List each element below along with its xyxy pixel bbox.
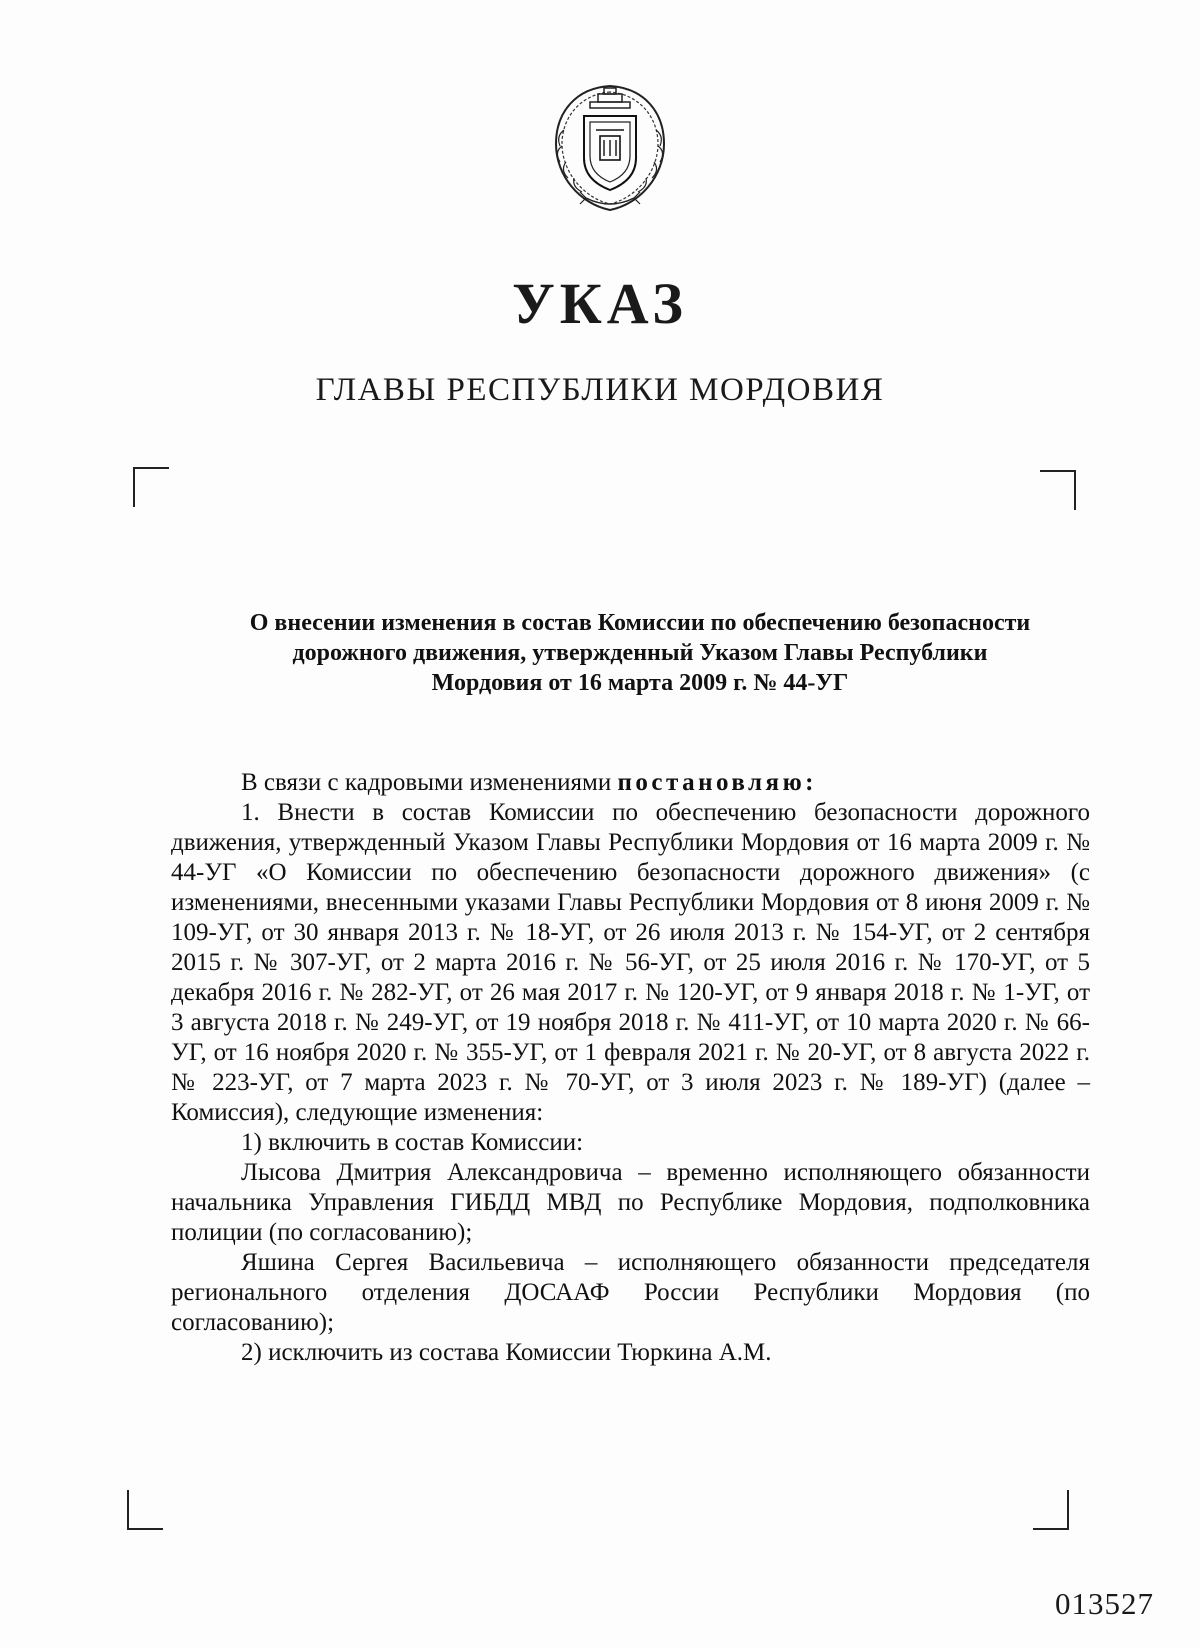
preamble-emphasis: постановляю: <box>617 769 818 796</box>
document-number: 013527 <box>1055 1586 1154 1621</box>
preamble <box>171 768 1090 798</box>
subject-line: дорожного движения, утвержденный Указом Главы Республики <box>292 640 988 666</box>
paragraph: Лысова Дмитрия Александровича – временно исполняющего обязанности начальника Управления ГИБДД МВД по Республике Мордовия, подполковника полиции (по согласованию); <box>171 1159 1090 1246</box>
paragraph: 1. Внести в состав Комиссии по обеспечению безопасности дорожного движения, утвержденный Указом Главы Республики Мордовия от 16 марта 2009 г. № 44-УГ «О Комиссии по обеспечению безопасности дорожного движения» (с изменениями, внесенными указами Главы Республики Мордовия от 8 июня 2009 г. № 109-УГ, от 30 января 2013 г. № 18-УГ, от 26 июля 2013 г. № 154-УГ, от 2 сентября 2015 г. № 307-УГ, от 2 марта 2016 г. № 56-УГ, от 25 июля 2016 г. № 170-УГ, от 5 декабря 2016 г. № 282-УГ, от 26 мая 2017 г. № 120-УГ, от 9 января 2018 г. № 1-УГ, от 3 августа 2018 г. № 249-УГ, от 19 ноября 2018 г. № 411-УГ, от 10 марта 2020 г. № 66-УГ, от 16 ноября 2020 г. № 355-УГ, от 1 февраля 2021 г. № 20-УГ, от 8 августа 2022 г. № 223-УГ, от 7 марта 2023 г. № 70-УГ, от 3 июля 2023 г. № 189-УГ) (далее – Комиссия), следующие изменения: <box>171 799 1090 1126</box>
document-subject <box>190 608 1090 698</box>
preamble-text: В связи с кадровыми изменениями <box>241 769 618 796</box>
paragraph: 2) исключить из состава Комиссии Тюркина А.М. <box>241 1339 772 1366</box>
subject-line: О внесении изменения в состав Комиссии по обеспечению безопасности <box>249 610 1031 636</box>
document-subtitle: ГЛАВЫ РЕСПУБЛИКИ МОРДОВИЯ <box>315 372 885 408</box>
corner-mark-bottom-left <box>127 1490 163 1530</box>
corner-mark-top-right <box>1040 470 1076 510</box>
document-body <box>171 768 1090 1368</box>
corner-mark-top-left <box>133 467 169 507</box>
paragraph: Яшина Сергея Васильевича – исполняющего обязанности председателя регионального отделения ДОСААФ России Республики Мордовия (по согласованию); <box>171 1249 1090 1336</box>
subject-line: Мордовия от 16 марта 2009 г. № 44-УГ <box>431 670 849 696</box>
document-title: УКАЗ <box>512 271 688 336</box>
corner-mark-bottom-right <box>1033 1490 1069 1530</box>
paragraph: 1) включить в состав Комиссии: <box>241 1129 584 1156</box>
coat-of-arms-emblem <box>546 80 674 218</box>
